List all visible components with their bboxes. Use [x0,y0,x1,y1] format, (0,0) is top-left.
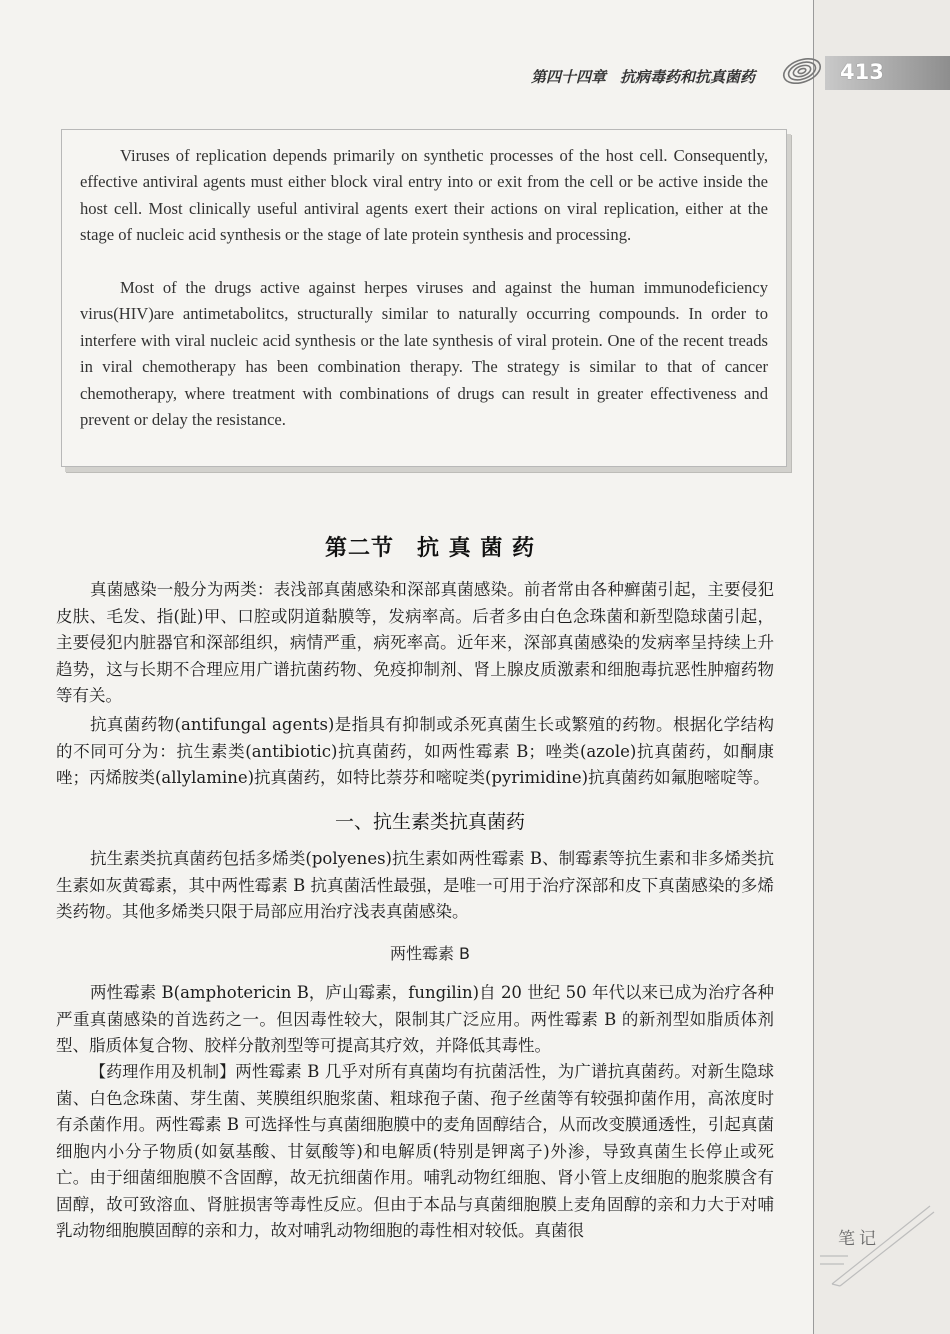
notes-label: 笔记 [838,1229,880,1249]
chapter-number: 第四十四章 [530,68,606,86]
mechanism-label: 【药理作用及机制】 [90,1062,236,1081]
notes-margin [814,0,950,1334]
section-title: 第二节 抗 真 菌 药 [325,536,535,561]
swirl-icon [778,48,824,94]
body-paragraph: 抗生素类抗真菌药包括多烯类(polyenes)抗生素如两性霉素 B、制霉素等抗生素和非多烯类抗生素如灰黄霉素，其中两性霉素 B 抗真菌活性最强，是唯一可用于治疗深部和皮下真菌感染的多烯类药物。其他多烯类只限于局部应用治疗浅表真菌感染。 [56,849,774,921]
english-summary-box [61,129,787,467]
drug-title: 两性霉素 B [389,944,471,963]
margin-divider [813,0,814,1334]
chapter-title: 抗病毒药和抗真菌药 [619,68,755,86]
body-paragraph: 两性霉素 B(amphotericin B，庐山霉素，fungilin)自 20 世纪 50 年代以来已成为治疗各种严重真菌感染的首选药之一。但因毒性较大，限制其广泛应用。两性霉素 B 的新剂型如脂质体剂型、脂质体复合物、胶样分散剂型等可提高其疗效，并降低其毒性。 [56,983,774,1055]
running-header [531,66,755,87]
mechanism-text: 两性霉素 B 几乎对所有真菌均有抗菌活性，为广谱抗真菌药。对新生隐球菌、白色念珠菌、芽生菌、荚膜组织胞浆菌、粗球孢子菌、孢子丝菌等有较强抑菌作用，高浓度时有杀菌作用。两性霉素 B 可选择性与真菌细胞膜中的麦角固醇结合，从而改变膜通透性，引起真菌细胞内小分子物质(如氨基酸、甘氨酸等)和电解质(特别是钾离子)外渗，导致真菌生长停止或死亡。由于细菌细胞膜不含固醇，故无抗细菌作用。哺乳动物红细胞、肾小管上皮细胞的胞浆膜含有固醇，故可致溶血、肾脏损害等毒性反应。但由于本品与真菌细胞膜上麦角固醇的亲和力大于对哺乳动物细胞膜固醇的亲和力，故对哺乳动物细胞的毒性相对较低。真菌很 [56,1062,774,1240]
intro-paragraph: Most of the drugs active against herpes viruses and against the human immunodeficiency virus(HIV)are antimetabolitcs, structurally similar to naturally occurring compounds. In order to interfere with viral nucleic acid synthesis or the late synthesis of viral protein. One of the recent treads in viral chemotherapy has been combination therapy. The strategy is similar to that of cancer chemotherapy, where treatment with combinations of drugs can result in greater effectiveness and prevent or delay the resistance. [80,278,768,430]
intro-paragraph: Viruses of replication depends primarily on synthetic processes of the host cell. Consequently, effective antiviral agents must either block viral entry into or exit from the cell or be active inside the host cell. Most clinically useful antiviral agents exert their actions on viral replication, either at the stage of nucleic acid synthesis or the stage of late protein synthesis and processing. [80,146,768,245]
page-number: 413 [840,60,884,84]
body-paragraph: 抗真菌药物(antifungal agents)是指具有抑制或杀死真菌生长或繁殖的药物。根据化学结构的不同可分为：抗生素类(antibiotic)抗真菌药，如两性霉素 B；唑类(azole)抗真菌药，如酮康唑；丙烯胺类(allylamine)抗真菌药，如特比萘芬和嘧啶类(pyrimidine)抗真菌药如氟胞嘧啶等。 [56,715,774,787]
body-paragraph: 真菌感染一般分为两类：表浅部真菌感染和深部真菌感染。前者常由各种癣菌引起，主要侵犯皮肤、毛发、指(趾)甲、口腔或阴道黏膜等，发病率高。后者多由白色念珠菌和新型隐球菌引起，主要侵犯内脏器官和深部组织，病情严重，病死率高。近年来，深部真菌感染的发病率呈持续上升趋势，这与长期不合理应用广谱抗菌药物、免疫抑制剂、肾上腺皮质激素和细胞毒抗恶性肿瘤药物等有关。 [56,580,774,705]
subsection-title: 一、抗生素类抗真菌药 [334,811,525,833]
mechanism-paragraph [56,1059,774,1245]
